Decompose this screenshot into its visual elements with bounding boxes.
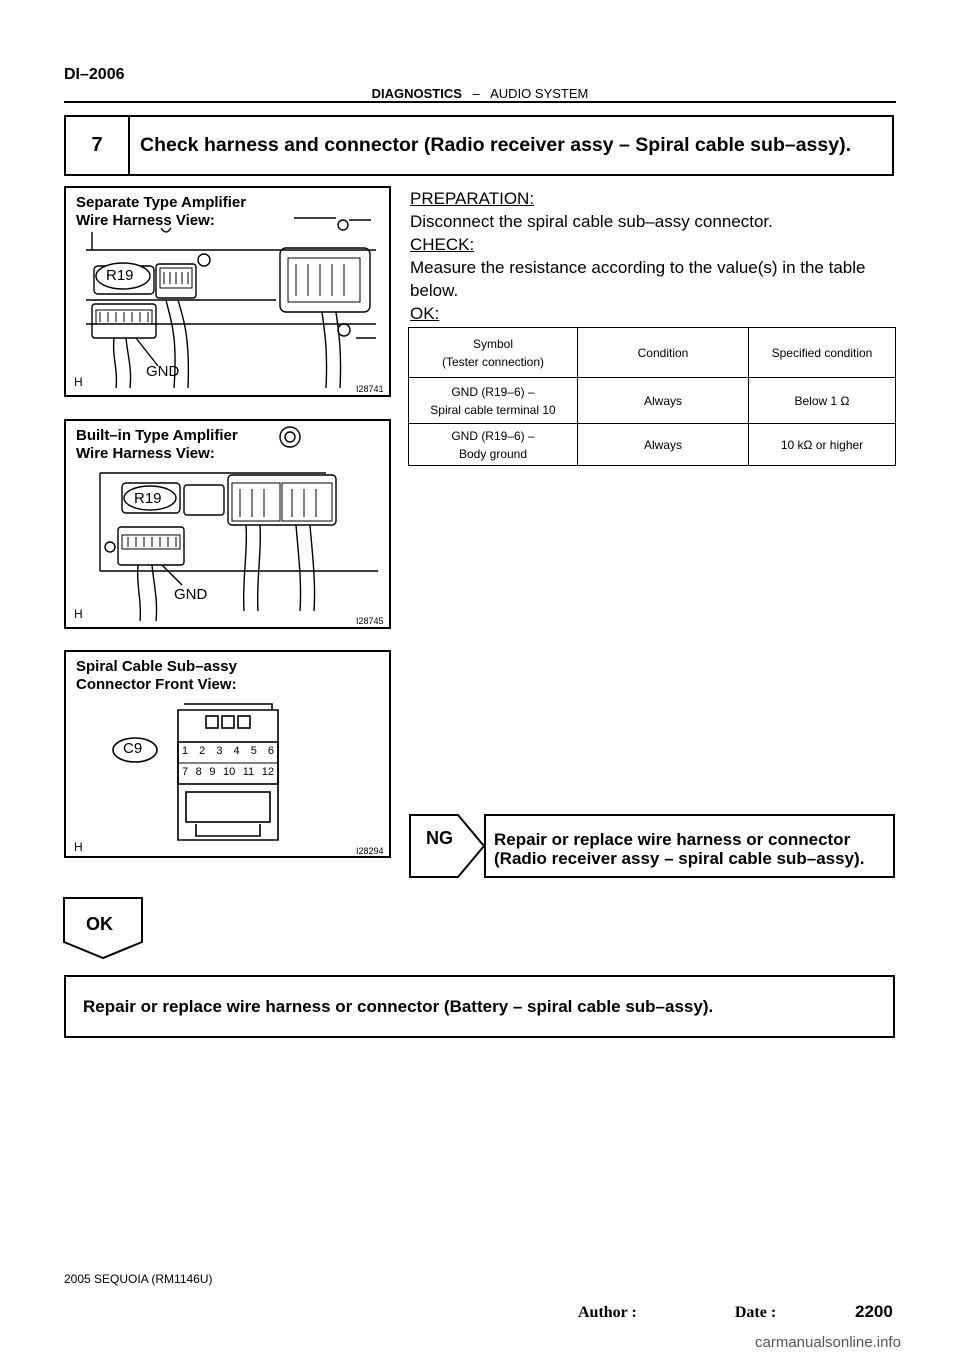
figure-separate-amplifier: [64, 186, 391, 397]
preparation-label: PREPARATION:: [410, 189, 535, 208]
cell-line: GND (R19–6) –: [451, 428, 535, 443]
pin-number: 7: [182, 766, 189, 778]
section-name: DIAGNOSTICS: [371, 86, 462, 101]
figure-title-line: Wire Harness View:: [76, 445, 215, 462]
ng-action-line: (Radio receiver assy – spiral cable sub–assy).: [494, 849, 865, 868]
figure-code: I28745: [356, 616, 384, 626]
table-header-cell: [409, 328, 578, 378]
page-number: 2200: [855, 1302, 893, 1321]
table-cell-specified: Below 1 Ω: [749, 378, 896, 424]
table-row: [409, 378, 896, 424]
check-label: CHECK:: [410, 235, 475, 254]
connector-label: R19: [134, 490, 162, 507]
connector-label: R19: [106, 267, 134, 284]
gnd-label: GND: [174, 586, 208, 603]
harness-drawing: [66, 188, 389, 395]
table-cell-condition: Always: [578, 424, 749, 466]
table-header-row: [409, 328, 896, 378]
figure-h-mark: H: [74, 607, 83, 621]
header-separator: –: [472, 86, 480, 101]
table-header-cell: Specified condition: [749, 328, 896, 378]
check-text-line: below.: [410, 281, 459, 300]
harness-drawing: [66, 421, 389, 627]
figure-code: I28741: [356, 384, 384, 394]
pin-number: 6: [267, 745, 274, 757]
pin-number: 9: [209, 766, 216, 778]
table-cell-symbol: [409, 424, 578, 466]
date-label: Date :: [734, 1304, 777, 1321]
ng-action-line: Repair or replace wire harness or connector: [494, 830, 851, 849]
figure-h-mark: H: [74, 840, 83, 854]
cell-line: Spiral cable terminal 10: [430, 402, 556, 417]
table-cell-symbol: [409, 378, 578, 424]
step-title: Check harness and connector (Radio receiver assy – Spiral cable sub–assy).: [140, 134, 851, 156]
pin-number: 1: [182, 745, 189, 757]
figure-title-line: Wire Harness View:: [76, 212, 215, 229]
pin-number: 12: [261, 766, 274, 778]
table-cell-condition: Always: [578, 378, 749, 424]
pin-number: 10: [222, 766, 236, 778]
ng-label: NG: [426, 828, 453, 848]
preparation-text: Disconnect the spiral cable sub–assy connector.: [410, 212, 773, 231]
cell-line: GND (R19–6) –: [451, 384, 535, 399]
header-rule: [64, 101, 896, 103]
author-date-line: [578, 1304, 776, 1322]
gnd-label: GND: [146, 363, 180, 380]
ok-label: OK:: [410, 304, 440, 323]
figure-title-line: Connector Front View:: [76, 676, 237, 693]
figure-builtin-amplifier: [64, 419, 391, 629]
ng-action-box: [484, 814, 895, 878]
author-label: Author :: [578, 1304, 637, 1321]
table-row: [409, 424, 896, 466]
header-line: Symbol: [472, 336, 513, 351]
step-number: 7: [66, 117, 130, 174]
spec-table: [408, 327, 896, 466]
pin-row: [182, 766, 274, 778]
figure-title-line: Spiral Cable Sub–assy: [76, 658, 237, 675]
table-cell-specified: 10 kΩ or higher: [749, 424, 896, 466]
figure-title-line: Built–in Type Amplifier: [76, 427, 238, 444]
check-text-line: Measure the resistance according to the value(s) in the table: [410, 258, 866, 277]
cell-line: Body ground: [458, 446, 528, 461]
figure-code: I28294: [356, 846, 384, 856]
pin-number: 3: [216, 745, 223, 757]
figure-spiral-cable-connector: [64, 650, 391, 858]
watermark: carmanualsonline.info: [755, 1334, 901, 1351]
pin-number: 8: [195, 766, 202, 778]
pin-number: 5: [250, 745, 257, 757]
figure-h-mark: H: [74, 375, 83, 389]
table-header-cell: Condition: [578, 328, 749, 378]
subsection-name: AUDIO SYSTEM: [490, 86, 589, 101]
pin-number: 2: [199, 745, 206, 757]
footer-model: 2005 SEQUOIA (RM1146U): [64, 1272, 213, 1286]
pin-number: 11: [242, 766, 255, 778]
running-header: [0, 86, 960, 101]
page-id: DI–2006: [64, 66, 125, 83]
final-action-box: Repair or replace wire harness or connector (Battery – spiral cable sub–assy).: [64, 975, 895, 1038]
pin-number: 4: [233, 745, 240, 757]
header-line: (Tester connection): [441, 354, 545, 369]
connector-label: C9: [123, 740, 143, 757]
figure-title-line: Separate Type Amplifier: [76, 194, 247, 211]
ok-tab-label: OK: [86, 914, 113, 934]
step-box: [64, 115, 894, 176]
pin-row: [182, 745, 274, 757]
